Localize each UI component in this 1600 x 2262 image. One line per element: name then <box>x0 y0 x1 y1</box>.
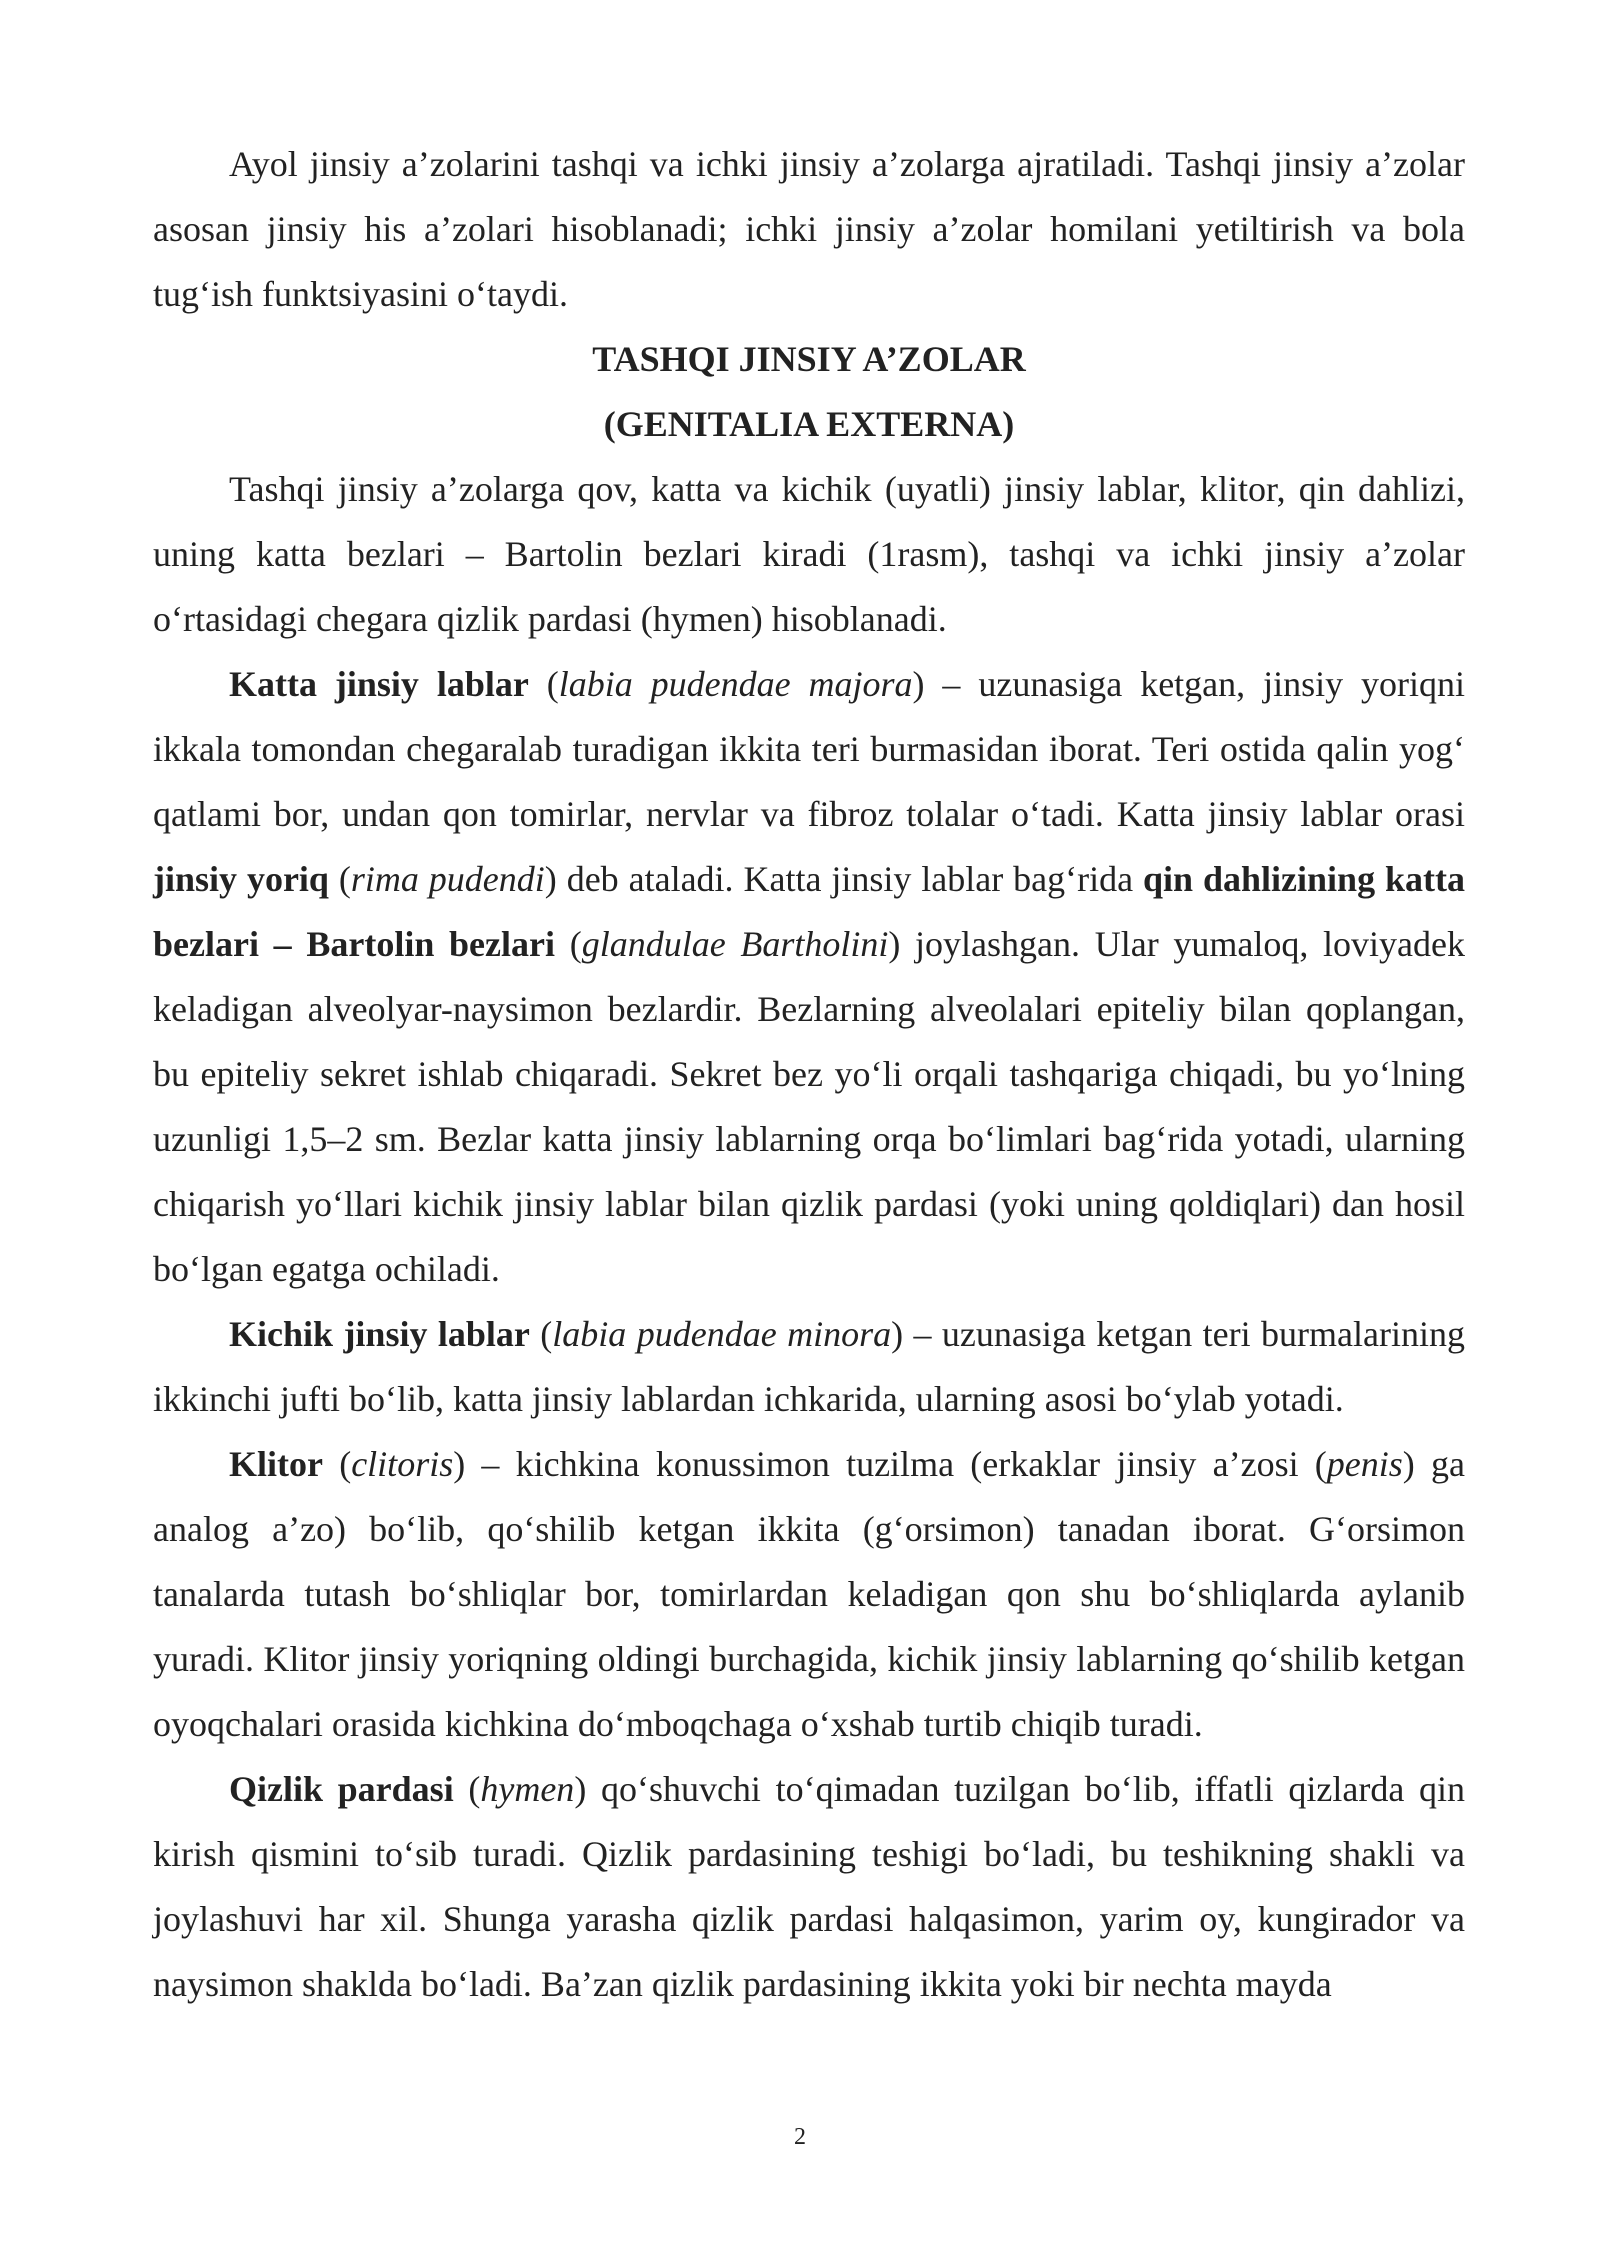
latin-term: rima pudendi <box>350 859 545 899</box>
latin-term: clitoris <box>351 1444 454 1484</box>
term-bold: Katta jinsiy lablar <box>229 664 529 704</box>
text: ) – uzunasiga ketgan teri burmalarining ikkinchi jufti bo‘lib, katta jinsiy lablardan ichkarida, ularning asosi bo‘ylab yotadi. <box>153 1314 1465 1419</box>
term-bold: jinsiy yoriq <box>153 859 329 899</box>
latin-term: labia pudendae majora <box>558 664 913 704</box>
clitoris-paragraph <box>153 1432 1465 1757</box>
text: ( <box>453 1769 481 1809</box>
latin-term: hymen <box>480 1769 575 1809</box>
text: ( <box>322 1444 352 1484</box>
text: ) qo‘shuvchi to‘qimadan tuzilgan bo‘lib, iffatli qizlarda qin kirish qismini to‘sib turadi. Qizlik pardasining teshigi bo‘ladi, bu teshikning shakli va joylashuvi har xil. Shunga yarasha qizlik pardasi halqasimon, yarim oy, kungirador va naysimon shaklda bo‘ladi. Ba’zan qizlik pardasining ikkita yoki bir nechta mayda <box>153 1769 1465 2004</box>
text: ( <box>529 1314 553 1354</box>
document-page <box>153 132 1465 2017</box>
latin-term: glandulae Bartholini <box>581 924 889 964</box>
text: ) – kichkina konussimon tuzilma (erkaklar jinsiy a’zosi ( <box>453 1444 1327 1484</box>
section-heading-line1: TASHQI JINSIY A’ZOLAR <box>592 339 1026 379</box>
term-bold: Klitor <box>229 1444 323 1484</box>
text: ) – uzunasiga ketgan, jinsiy yoriqni ikkala tomondan chegaralab turadigan ikkita teri burmasidan iborat. Teri ostida qalin yog‘ qatlami bor, undan qon tomirlar, nervlar va fibroz tolalar o‘tadi. Katta jinsiy lablar orasi <box>153 664 1465 834</box>
labia-majora-paragraph <box>153 652 1465 1302</box>
latin-term: labia pudendae minora <box>552 1314 892 1354</box>
external-overview-paragraph: Tashqi jinsiy a’zolarga qov, katta va kichik (uyatli) jinsiy lablar, klitor, qin dahlizi, uning katta bezlari – Bartolin bezlari kiradi (1rasm), tashqi va ichki jinsiy a’zolar o‘rtasidagi chegara qizlik pardasi (hymen) hisoblanadi. <box>153 469 1465 639</box>
text: ( <box>328 859 351 899</box>
text: ( <box>555 924 582 964</box>
section-heading-line2: (GENITALIA EXTERNA) <box>603 404 1015 444</box>
intro-paragraph: Ayol jinsiy a’zolarini tashqi va ichki jinsiy a’zolarga ajratiladi. Tashqi jinsiy a’zolar asosan jinsiy his a’zolari hisoblanadi; ichki jinsiy a’zolar homilani yetiltirish va bola tug‘ish funktsiyasini o‘taydi. <box>153 144 1465 314</box>
text: ( <box>528 664 559 704</box>
hymen-paragraph <box>153 1757 1465 2017</box>
text: ) deb ataladi. Katta jinsiy lablar bag‘rida <box>544 859 1144 899</box>
term-bold: Qizlik pardasi <box>229 1769 454 1809</box>
page-number: 2 <box>794 2124 806 2150</box>
text: ) ga analog a’zo) bo‘lib, qo‘shilib ketgan ikkita (g‘orsimon) tanadan iborat. G‘orsimon tanalarda tutash bo‘shliqlar bor, tomirlardan keladigan qon shu bo‘shliqlarda aylanib yuradi. Klitor jinsiy yoriqning oldingi burchagida, kichik jinsiy lablarning qo‘shilib ketgan oyoqchalari orasida kichkina do‘mboqchaga o‘xshab turtib chiqib turadi. <box>153 1444 1465 1744</box>
term-bold: qin dahlizining katta bezlari – Bartolin bezlari <box>153 859 1465 964</box>
text: ) joylashgan. Ular yumaloq, loviyadek keladigan alveolyar-naysimon bezlardir. Bezlarning alveolalari epiteliy bilan qoplangan, bu epiteliy sekret ishlab chiqaradi. Sekret bez yo‘li orqali tashqariga chiqadi, bu yo‘lning uzunligi 1,5–2 sm. Bezlar katta jinsiy lablarning orqa bo‘limlari bag‘rida yotadi, ularning chiqarish yo‘llari kichik jinsiy lablar bilan qizlik pardasi (yoki uning qoldiqlari) dan hosil bo‘lgan egatga ochiladi. <box>153 924 1465 1289</box>
latin-term: penis <box>1326 1444 1403 1484</box>
labia-minora-paragraph <box>153 1302 1465 1432</box>
term-bold: Kichik jinsiy lablar <box>229 1314 530 1354</box>
